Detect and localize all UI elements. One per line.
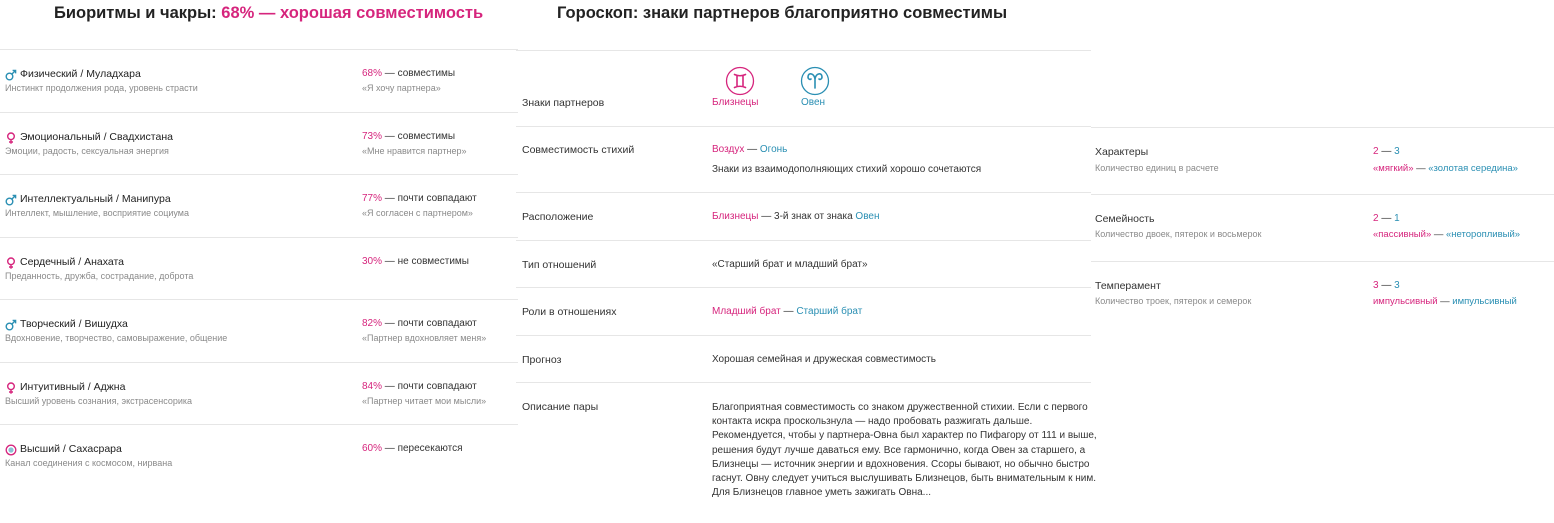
biorhythm-name xyxy=(20,381,125,393)
slash: / xyxy=(78,318,82,330)
chakra-name: Манипура xyxy=(121,193,171,205)
biorhythm-desc: Канал соединения с космосом, нирвана xyxy=(5,458,173,468)
divider xyxy=(516,335,1091,336)
chakra-name: Свадхистана xyxy=(109,130,173,143)
temperament-t2: импульсивный xyxy=(1452,296,1517,307)
biorhythm-percent: 73% xyxy=(362,130,383,142)
biorhythm-value xyxy=(362,256,469,267)
biorhythm-value xyxy=(362,318,477,329)
slash: / xyxy=(78,255,82,268)
temperament-values xyxy=(1373,280,1400,291)
temperament-t1: импульсивный xyxy=(1373,296,1438,307)
biorhythm-name xyxy=(20,131,173,143)
characters-label: Характеры xyxy=(1095,146,1149,158)
biorhythm-value xyxy=(362,443,463,454)
signs-label: Знаки партнеров xyxy=(522,97,605,109)
relation-value: «Старший брат и младший брат» xyxy=(712,259,868,270)
dash: — xyxy=(783,306,794,317)
male-icon xyxy=(5,68,17,80)
forecast-value: Хорошая семейная и дружеская совместимость xyxy=(712,354,936,365)
biorhythm-percent: 77% xyxy=(362,193,383,204)
element1: Воздух xyxy=(712,144,745,155)
biorhythm-quote: «Партнер вдохновляет меня» xyxy=(362,333,487,343)
role2: Старший брат xyxy=(796,306,863,317)
chakra-name: Сахасрара xyxy=(68,443,122,455)
biorhythm-name xyxy=(20,256,124,268)
biorhythms-title xyxy=(54,4,483,23)
slash: / xyxy=(115,193,119,205)
elements-value xyxy=(712,144,787,155)
family-types xyxy=(1373,229,1520,240)
biorhythm-status: — почти совпадают xyxy=(384,193,477,204)
family-values xyxy=(1373,213,1400,224)
characters-t1: «мягкий» xyxy=(1373,163,1414,174)
biorhythm-desc: Инстинкт продолжения рода, уровень страсти xyxy=(5,83,198,93)
biorhythm-value xyxy=(362,193,477,204)
biorhythm-status: — совместимы xyxy=(384,130,456,142)
biorhythm-name xyxy=(20,68,141,80)
characters-types xyxy=(1373,163,1518,174)
position-value xyxy=(712,211,879,222)
female-icon xyxy=(5,256,17,268)
female-icon xyxy=(5,381,17,393)
chakra-name: Анахата xyxy=(84,255,125,268)
forecast-label: Прогноз xyxy=(522,354,562,366)
role1: Младший брат xyxy=(712,306,781,317)
biorhythm-desc: Высший уровень сознания, экстрасенсорика xyxy=(5,395,193,406)
biorhythms-list xyxy=(0,49,518,487)
biorhythms-title-highlight: 68% — хорошая совместимость xyxy=(221,4,484,22)
biorhythm-percent: 82% xyxy=(362,318,383,329)
position-sign1: Близнецы xyxy=(712,211,759,222)
dash: — xyxy=(1416,163,1426,174)
characters-values xyxy=(1373,146,1400,157)
sign2-name: Овен xyxy=(801,97,826,108)
chakra-name: Муладхара xyxy=(86,68,141,80)
biorhythm-value xyxy=(362,131,455,142)
biorhythms-title-prefix: Биоритмы и чакры: xyxy=(54,4,217,22)
biorhythm-type: Интеллектуальный xyxy=(20,193,114,205)
horoscope-panel xyxy=(516,0,1097,523)
biorhythm-desc: Интеллект, мышление, восприятие социума xyxy=(5,208,189,218)
divider xyxy=(516,192,1091,193)
biorhythm-percent: 30% xyxy=(362,255,383,267)
family-v2: 1 xyxy=(1394,213,1400,224)
characters-v2: 3 xyxy=(1394,146,1400,157)
aries-sign-icon xyxy=(800,66,830,96)
biorhythm-status: — совместимы xyxy=(384,68,456,79)
biorhythm-status: — не совместимы xyxy=(384,255,469,267)
divider xyxy=(516,50,1091,51)
slash: / xyxy=(62,443,66,455)
roles-label: Роли в отношениях xyxy=(522,306,617,318)
dash: — xyxy=(1440,296,1450,307)
dash: — xyxy=(1381,280,1392,291)
dash: — xyxy=(1381,146,1392,157)
biorhythm-status: — почти совпадают xyxy=(384,380,477,392)
biorhythm-row xyxy=(0,49,518,112)
pythagoras-panel xyxy=(1091,0,1554,523)
gemini-sign-icon xyxy=(725,66,755,96)
chakra-name: Вишудха xyxy=(84,318,128,330)
position-label: Расположение xyxy=(522,211,594,223)
biorhythm-quote: «Мне нравится партнер» xyxy=(362,145,467,156)
dash: — xyxy=(747,144,758,155)
biorhythm-desc: Эмоции, радость, сексуальная энергия xyxy=(5,145,169,156)
characters-sub: Количество единиц в расчете xyxy=(1095,163,1219,173)
slash: / xyxy=(103,130,107,143)
biorhythm-status: — почти совпадают xyxy=(384,318,477,329)
temperament-v2: 3 xyxy=(1394,280,1400,291)
roles-value xyxy=(712,306,862,317)
divider xyxy=(1091,127,1554,128)
biorhythm-type: Эмоциональный xyxy=(20,130,101,143)
characters-v1: 2 xyxy=(1373,146,1379,157)
biorhythm-percent: 84% xyxy=(362,380,383,392)
divider xyxy=(516,382,1091,383)
divider xyxy=(516,126,1091,127)
biorhythm-desc: Преданность, дружба, сострадание, доброта xyxy=(5,270,194,281)
temperament-v1: 3 xyxy=(1373,280,1379,291)
couple-description: Благоприятная совместимость со знаком дружественной стихии. Если с первого контакта искра проскользнула — надо пробовать разжигать дальше. Рекомендуется, чтобы у партнера-Овна был характер по Пифагору от 111 и выше, решения будут лучше даваться ему. Все гармонично, когда Овен за старшего, а Близнецы — источник энергии и вдохновения. Ссоры бывают, но обычно быстро гаснут. Овну следует учиться выслушивать Близнецов, быть внимательным к ним. Для Близнецов главное уметь зажигать Овна... xyxy=(712,402,1097,499)
biorhythm-quote: «Я согласен с партнером» xyxy=(362,208,473,218)
temperament-types xyxy=(1373,296,1517,307)
biorhythms-panel xyxy=(0,0,518,523)
biorhythm-row xyxy=(0,299,518,362)
biorhythm-type: Физический xyxy=(20,68,78,80)
family-sub: Количество двоек, пятерок и восьмерок xyxy=(1095,229,1262,239)
biorhythm-desc: Вдохновение, творчество, самовыражение, общение xyxy=(5,333,228,343)
female-icon xyxy=(5,131,17,143)
element2: Огонь xyxy=(759,144,788,155)
biorhythm-name xyxy=(20,443,122,455)
slash: / xyxy=(87,380,91,393)
biorhythm-status: — пересекаются xyxy=(384,443,463,454)
biorhythm-row xyxy=(0,174,518,237)
temperament-label: Темперамент xyxy=(1095,280,1161,292)
biorhythm-quote: «Партнер читает мои мысли» xyxy=(362,395,487,406)
slash: / xyxy=(80,68,84,80)
dash: — xyxy=(1381,213,1392,224)
biorhythm-row xyxy=(0,362,518,425)
position-mid: — 3-й знак от знака xyxy=(761,211,853,222)
characters-t2: «золотая середина» xyxy=(1428,163,1518,174)
biorhythm-name xyxy=(20,318,128,330)
biorhythm-row xyxy=(0,424,518,487)
elements-label: Совместимость стихий xyxy=(522,144,635,156)
male-icon xyxy=(5,193,17,205)
couple-label: Описание пары xyxy=(522,401,599,413)
biorhythm-type: Высший xyxy=(20,443,60,455)
circle-icon xyxy=(5,443,17,455)
sign1-name: Близнецы xyxy=(712,97,759,108)
biorhythm-percent: 60% xyxy=(362,443,383,454)
family-v1: 2 xyxy=(1373,213,1379,224)
temperament-sub: Количество троек, пятерок и семерок xyxy=(1095,296,1252,306)
divider xyxy=(516,240,1091,241)
biorhythm-row xyxy=(0,112,518,175)
biorhythm-type: Творческий xyxy=(20,318,76,330)
position-sign2: Овен xyxy=(855,211,880,222)
biorhythm-quote: «Я хочу партнера» xyxy=(362,83,441,93)
divider xyxy=(1091,261,1554,262)
divider xyxy=(1091,194,1554,195)
biorhythm-name xyxy=(20,193,171,205)
biorhythm-type: Сердечный xyxy=(20,255,76,268)
dash: — xyxy=(1433,229,1444,240)
relation-label: Тип отношений xyxy=(522,259,597,271)
family-label: Семейность xyxy=(1095,213,1155,225)
horoscope-title: Гороскоп: знаки партнеров благоприятно совместимы xyxy=(557,4,1008,22)
divider xyxy=(516,287,1091,288)
male-icon xyxy=(5,318,17,330)
biorhythm-value xyxy=(362,68,455,79)
family-t1: «пассивный» xyxy=(1373,229,1432,240)
biorhythm-value xyxy=(362,381,477,392)
elements-note: Знаки из взаимодополняющих стихий хорошо сочетаются xyxy=(712,164,982,175)
biorhythm-row xyxy=(0,237,518,300)
chakra-name: Аджна xyxy=(93,380,126,393)
family-t2: «неторопливый» xyxy=(1446,229,1521,240)
biorhythm-percent: 68% xyxy=(362,68,383,79)
biorhythm-type: Интуитивный xyxy=(20,380,85,393)
